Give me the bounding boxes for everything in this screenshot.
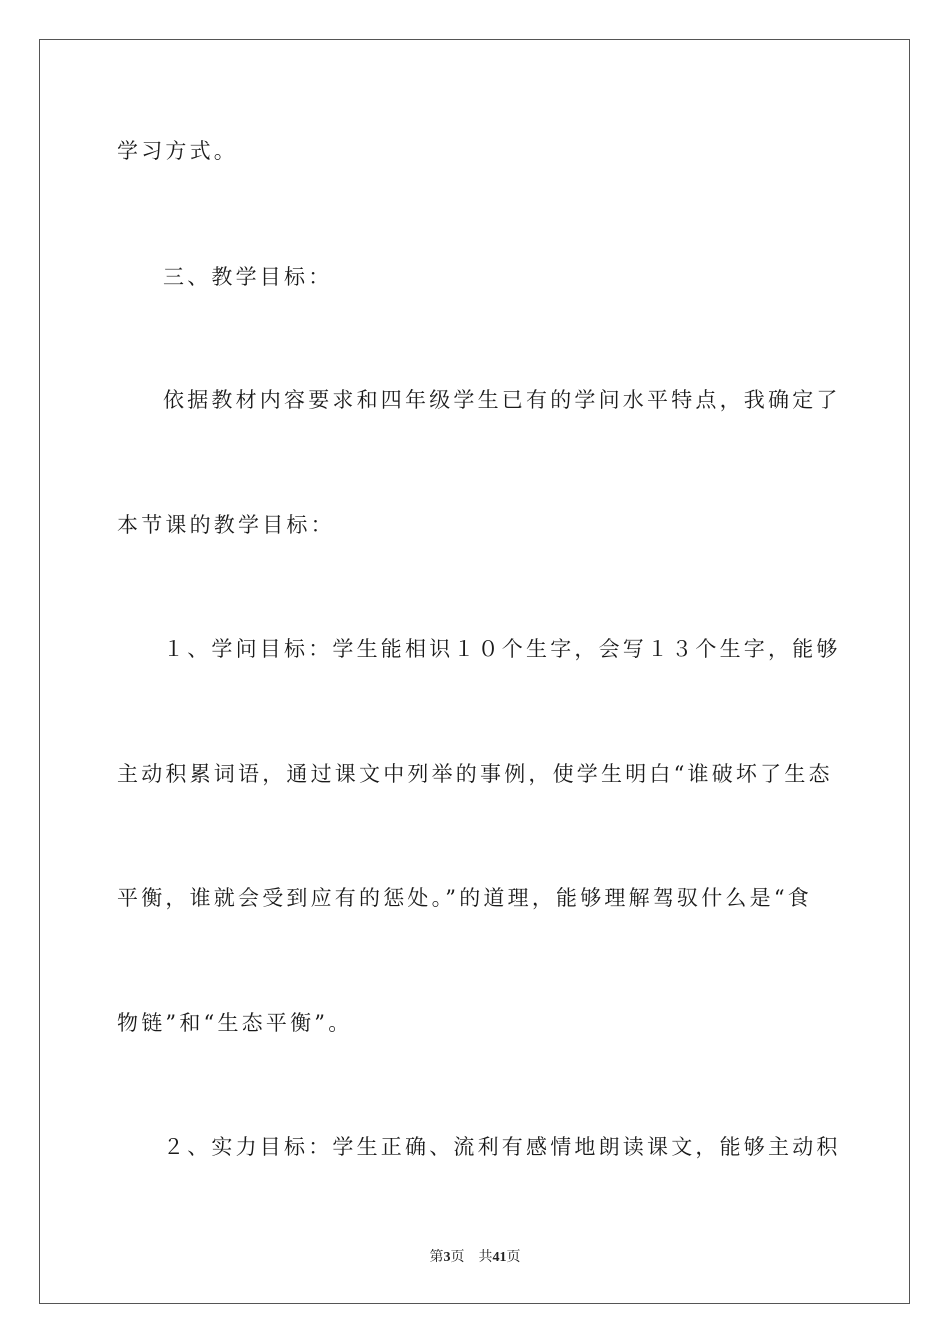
total-pages: 41 xyxy=(492,1250,507,1265)
page-label-prefix: 第 xyxy=(429,1250,444,1265)
section-heading: 三、教学目标： xyxy=(163,265,333,289)
total-label-prefix: 共 xyxy=(478,1250,493,1265)
body-text-line: 主动积累词语，通过课文中列举的事例，使学生明白“谁破坏了生态 xyxy=(117,762,833,786)
total-label-suffix: 页 xyxy=(506,1250,521,1265)
page-border xyxy=(39,39,910,1304)
body-text-line: ２、实力目标：学生正确、流利有感情地朗读课文，能够主动积 xyxy=(163,1135,841,1159)
body-text-line: 物链”和“生态平衡”。 xyxy=(117,1011,353,1035)
page-label-suffix: 页 xyxy=(450,1250,465,1265)
page-number: 3 xyxy=(443,1250,451,1265)
body-text-line: 学习方式。 xyxy=(117,139,238,163)
page-footer xyxy=(0,1248,950,1268)
body-text-line: 平衡，谁就会受到应有的惩处。”的道理，能够理解驾驭什么是“食 xyxy=(117,886,812,910)
body-text-line: 本节课的教学目标： xyxy=(117,513,335,537)
body-text-line: 依据教材内容要求和四年级学生已有的学问水平特点，我确定了 xyxy=(163,388,841,412)
body-text-line: １、学问目标：学生能相识１０个生字，会写１３个生字，能够 xyxy=(163,637,841,661)
